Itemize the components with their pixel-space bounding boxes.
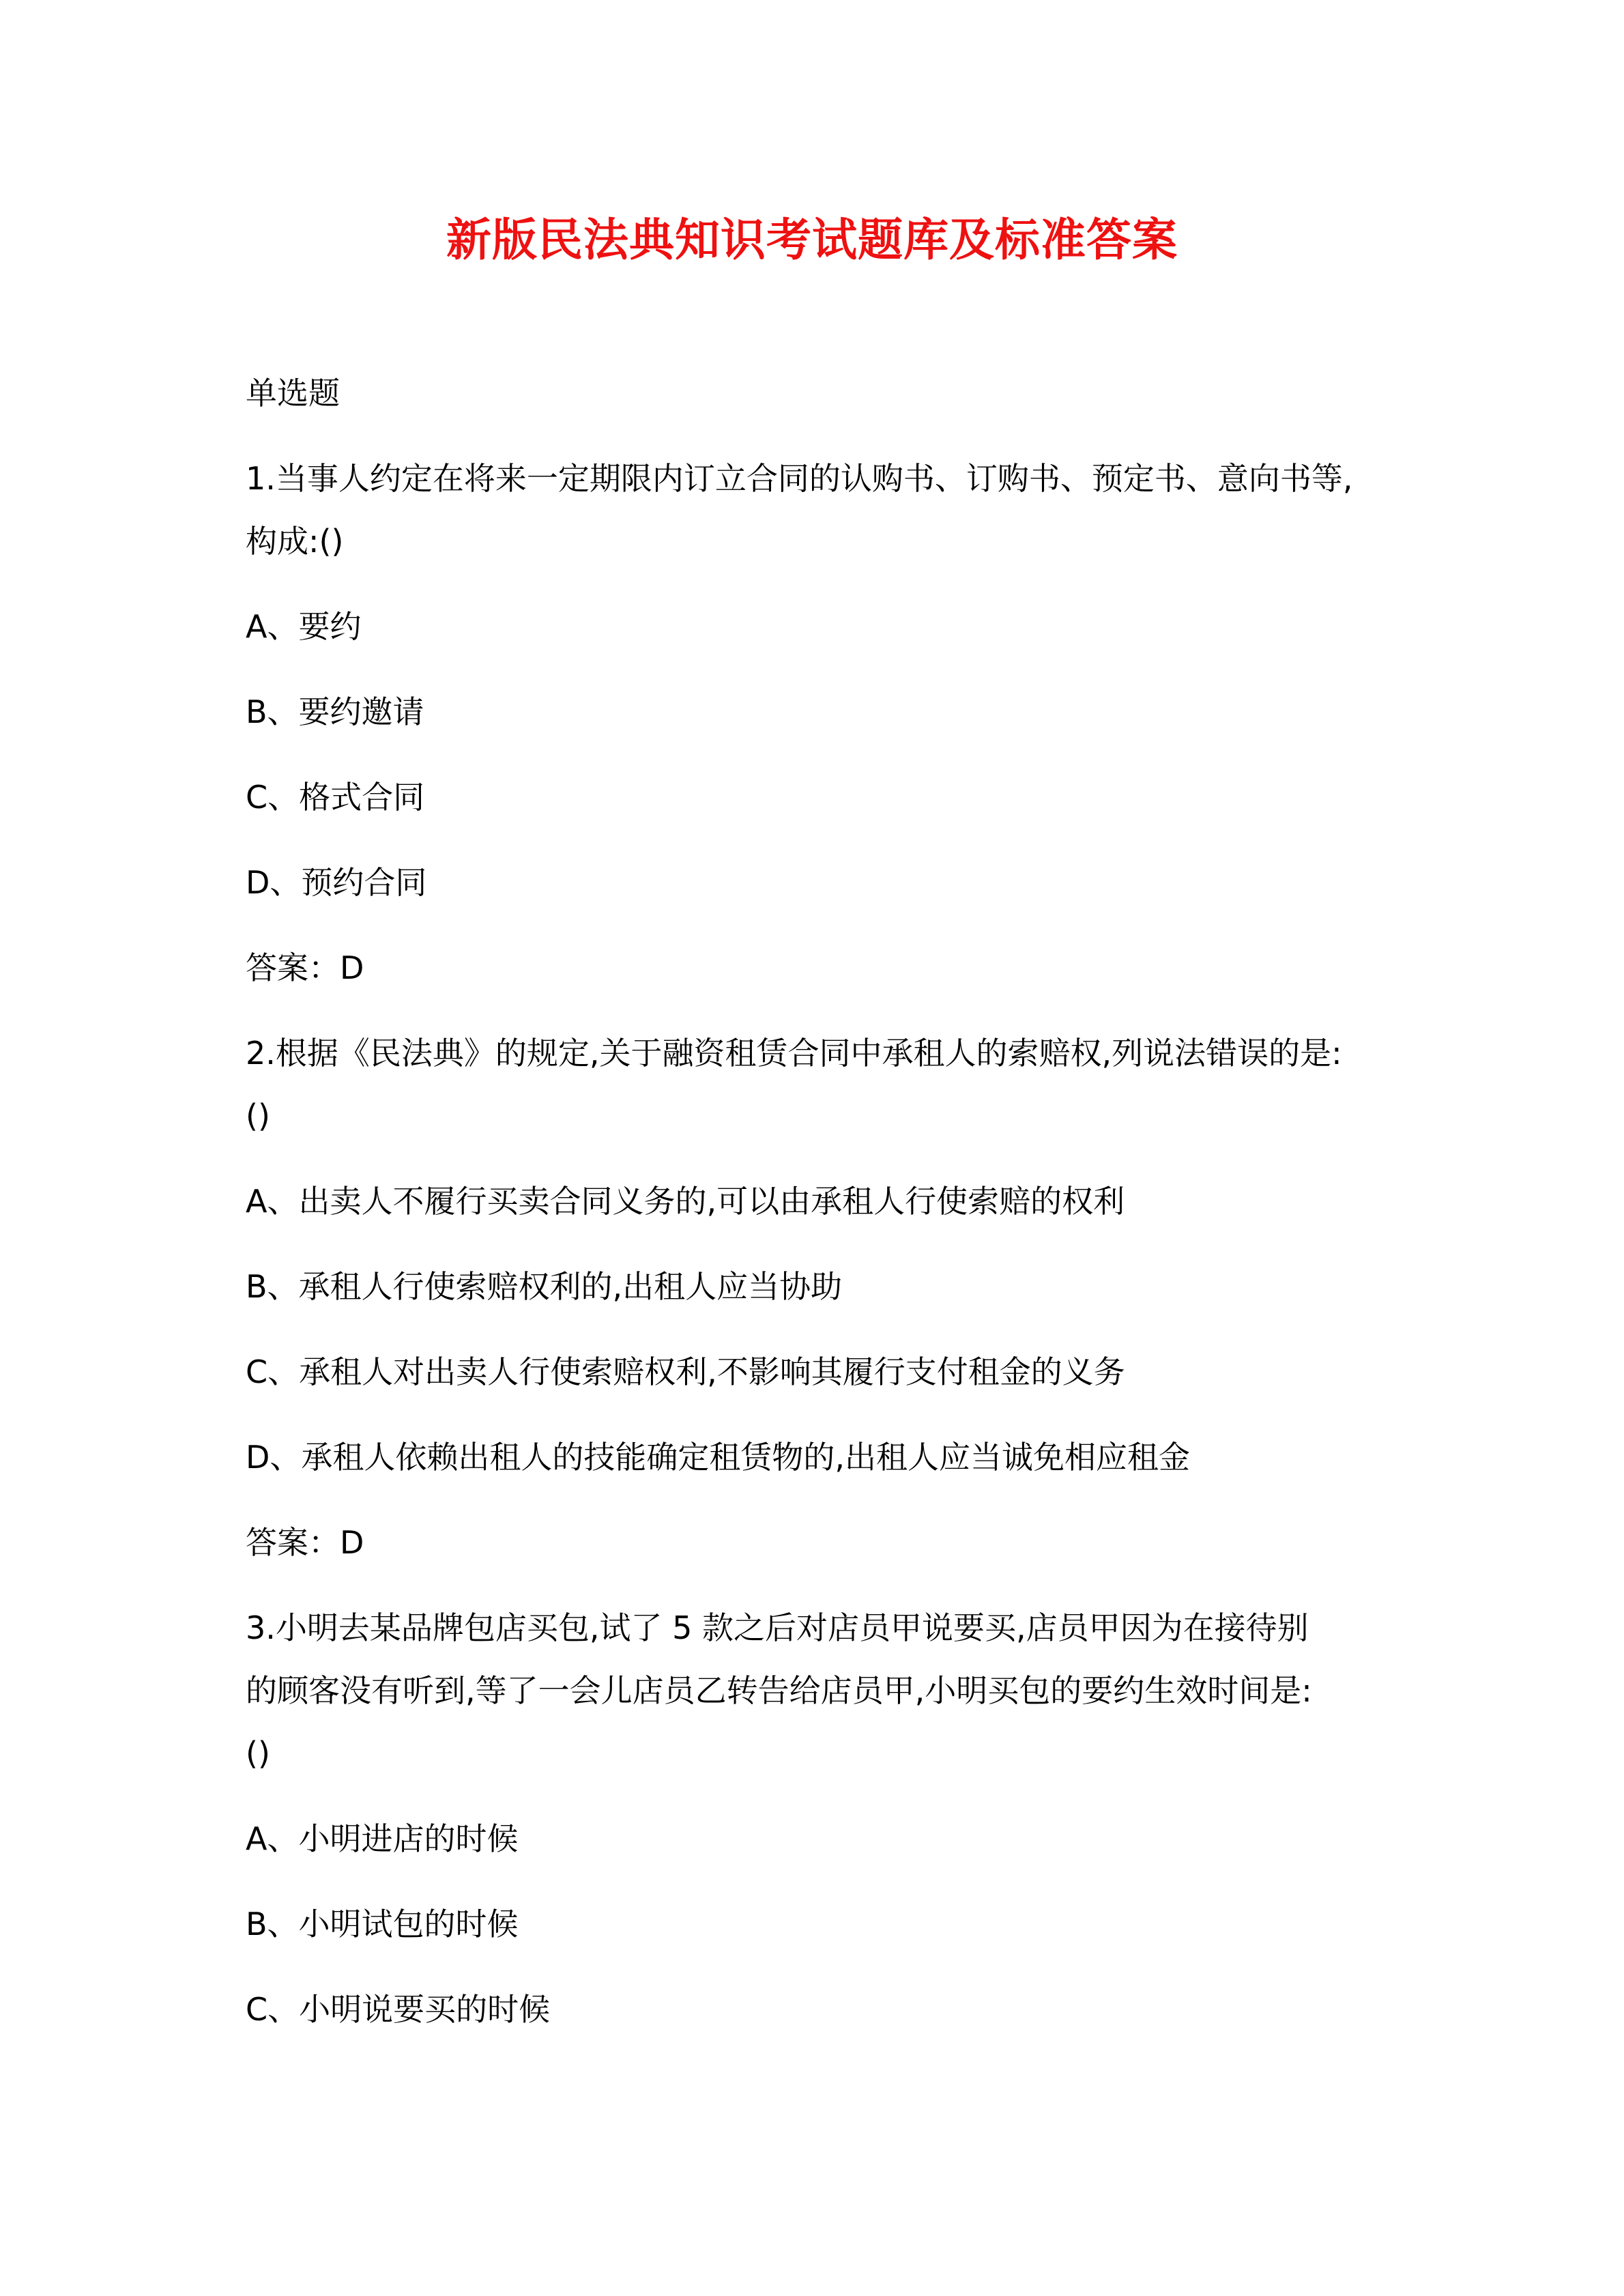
question-stem: 构成:(): [246, 523, 344, 560]
document-title: 新版民法典知识考试题库及标准答案: [446, 214, 1178, 266]
option-c: C、承租人对出卖人行使索赔权利,不影响其履行支付租金的义务: [246, 1353, 1125, 1390]
question-stem: (): [246, 1097, 270, 1134]
option-b: B、小明试包的时候: [246, 1906, 519, 1942]
option-b: B、承租人行使索赔权利的,出租人应当协助: [246, 1268, 843, 1305]
question-stem: 的顾客没有听到,等了一会儿店员乙转告给店员甲,小明买包的要约生效时间是:: [246, 1672, 1312, 1709]
question-stem: (): [246, 1735, 270, 1772]
option-b: B、要约邀请: [246, 693, 424, 730]
option-a: A、出卖人不履行买卖合同义务的,可以由承租人行使索赔的权利: [246, 1183, 1125, 1220]
option-d: D、承租人依赖出租人的技能确定租赁物的,出租人应当诚免相应租金: [246, 1439, 1191, 1476]
answer: 答案：D: [246, 1524, 364, 1561]
question-1: [246, 447, 1378, 1022]
question-stem: 1.当事人约定在将来一定期限内订立合同的认购书、订购书、预定书、意向书等,: [246, 460, 1353, 497]
question-stem: 3.小明去某品牌包店买包,试了 5 款之后对店员甲说要买,店员甲因为在接待别: [246, 1609, 1309, 1646]
question-stem: 2.根据《民法典》的规定,关于融资租赁合同中承租人的索赔权,列说法错误的是:: [246, 1035, 1342, 1072]
option-c: C、格式合同: [246, 779, 425, 816]
question-3: [246, 1596, 1378, 2041]
section-label: 单选题: [246, 375, 340, 412]
option-c: C、小明说要买的时候: [246, 1991, 551, 2028]
option-a: A、小明进店的时候: [246, 1820, 519, 1857]
document-body: [246, 362, 1378, 2041]
option-a: A、要约: [246, 608, 362, 645]
question-2: [246, 1022, 1378, 1596]
answer: 答案：D: [246, 949, 364, 986]
option-d: D、预约合同: [246, 864, 427, 901]
